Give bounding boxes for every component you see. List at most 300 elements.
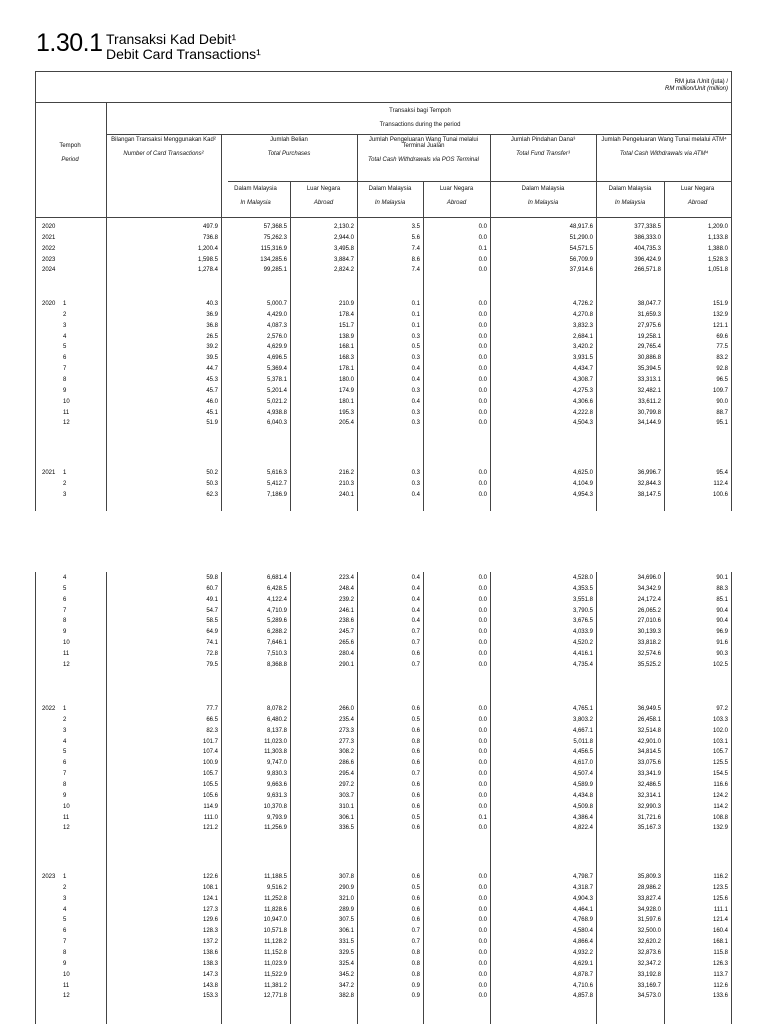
sub-in-malaysia-malay: Dalam Malaysia bbox=[234, 186, 277, 192]
row-month: 9 bbox=[63, 387, 67, 394]
row-month: 2 bbox=[63, 311, 67, 318]
table-cell: 4,629.9 bbox=[266, 344, 287, 351]
table-cell: 132.9 bbox=[712, 311, 728, 318]
row-month: 5 bbox=[63, 585, 67, 592]
table-cell: 27,010.6 bbox=[637, 618, 661, 625]
table-cell: 37,914.6 bbox=[569, 267, 593, 274]
table-cell: 4,822.4 bbox=[572, 825, 593, 832]
table-cell: 85.1 bbox=[716, 596, 728, 603]
table-cell: 96.9 bbox=[716, 629, 728, 636]
table-cell: 5,369.4 bbox=[266, 366, 287, 373]
row-month: 12 bbox=[63, 420, 70, 427]
row-month: 11 bbox=[63, 650, 70, 657]
row-month: 4 bbox=[63, 575, 67, 581]
table-cell: 0.0 bbox=[478, 224, 487, 230]
table-cell: 0.0 bbox=[478, 629, 487, 636]
table-cell: 4,087.3 bbox=[266, 322, 287, 329]
table-cell: 4,726.2 bbox=[572, 301, 593, 307]
table-cell: 38,147.5 bbox=[637, 491, 661, 498]
table-cell: 4,434.8 bbox=[572, 792, 593, 799]
row-month: 3 bbox=[63, 727, 67, 734]
table-cell: 4,270.8 bbox=[572, 311, 593, 318]
table-cell: 34,144.9 bbox=[637, 420, 661, 427]
table-cell: 9,516.2 bbox=[266, 884, 287, 891]
table-cell: 33,192.8 bbox=[637, 971, 661, 978]
table-cell: 32,844.3 bbox=[637, 480, 661, 487]
table-cell: 1,051.8 bbox=[707, 267, 728, 274]
table-cell: 32,574.6 bbox=[637, 650, 661, 657]
table-cell: 26.5 bbox=[206, 333, 218, 340]
table-cell: 151.7 bbox=[338, 322, 354, 329]
table-cell: 0.0 bbox=[478, 575, 487, 581]
table-cell: 35,525.2 bbox=[637, 661, 661, 668]
sub-abroad-malay: Luar Negara bbox=[306, 186, 341, 192]
table-cell: 4,306.6 bbox=[572, 398, 593, 405]
table-cell: 6,681.4 bbox=[266, 575, 287, 581]
row-month: 1 bbox=[63, 470, 67, 476]
table-cell: 114.9 bbox=[203, 803, 218, 810]
table-cell: 331.5 bbox=[338, 939, 354, 946]
table-cell: 126.3 bbox=[712, 960, 728, 967]
col-divider bbox=[664, 572, 665, 1024]
table-cell: 0.0 bbox=[478, 355, 487, 362]
table-cell: 3,803.2 bbox=[572, 716, 593, 723]
table-cell: 0.9 bbox=[411, 993, 420, 1000]
row-month: 7 bbox=[63, 607, 67, 614]
table-cell: 11,522.9 bbox=[264, 971, 287, 978]
table-cell: 10,571.8 bbox=[263, 928, 287, 935]
row-year: 2020 bbox=[42, 224, 56, 230]
row-month: 5 bbox=[63, 749, 67, 756]
table-cell: 50.2 bbox=[206, 470, 218, 476]
table-cell: 0.0 bbox=[478, 939, 487, 946]
table-cell: 138.3 bbox=[202, 960, 218, 967]
table-cell: 7,510.3 bbox=[266, 650, 287, 657]
table-cell: 245.7 bbox=[338, 629, 354, 636]
table-cell: 32,314.1 bbox=[637, 792, 661, 799]
row-month: 8 bbox=[63, 781, 67, 788]
table-cell: 8,078.2 bbox=[266, 706, 287, 712]
table-left-border bbox=[35, 71, 36, 511]
table-cell: 60.7 bbox=[206, 585, 218, 592]
table-cell: 174.9 bbox=[338, 387, 354, 394]
table-cell: 2,684.1 bbox=[572, 333, 593, 340]
table-cell: 0.0 bbox=[478, 993, 487, 1000]
table-cell: 168.1 bbox=[712, 939, 728, 946]
table-cell: 5,021.2 bbox=[266, 398, 287, 405]
table-cell: 178.1 bbox=[338, 366, 354, 373]
table-cell: 0.0 bbox=[478, 949, 487, 956]
table-cell: 386,333.0 bbox=[634, 234, 661, 241]
row-month: 1 bbox=[63, 706, 67, 712]
row-month: 1 bbox=[63, 301, 67, 307]
table-cell: 0.5 bbox=[411, 344, 420, 351]
row-month: 10 bbox=[63, 971, 70, 978]
table-cell: 321.0 bbox=[338, 895, 354, 902]
row-month: 11 bbox=[63, 982, 70, 989]
table-cell: 8,137.8 bbox=[266, 727, 287, 734]
table-cell: 0.5 bbox=[411, 716, 420, 723]
table-cell: 28,986.2 bbox=[637, 884, 661, 891]
table-cell: 306.1 bbox=[338, 814, 354, 821]
table-cell: 295.4 bbox=[338, 771, 354, 778]
table-cell: 32,347.2 bbox=[637, 960, 661, 967]
table-cell: 4,696.5 bbox=[266, 355, 287, 362]
table-cell: 297.2 bbox=[338, 781, 354, 788]
table-cell: 102.0 bbox=[712, 727, 728, 734]
table-cell: 336.5 bbox=[338, 825, 354, 832]
table-cell: 9,631.3 bbox=[266, 792, 287, 799]
period-header-english: Period bbox=[61, 157, 79, 163]
table-cell: 97.2 bbox=[716, 706, 728, 712]
table-cell: 36,996.7 bbox=[637, 470, 661, 476]
table-cell: 7,186.9 bbox=[266, 491, 287, 498]
table-cell: 11,023.9 bbox=[264, 960, 287, 967]
table-cell: 0.6 bbox=[411, 760, 420, 767]
table-cell: 0.7 bbox=[411, 629, 420, 636]
table-cell: 50.3 bbox=[206, 480, 218, 487]
table-cell: 4,429.0 bbox=[266, 311, 287, 318]
table-cell: 396,424.9 bbox=[634, 256, 661, 263]
row-month: 9 bbox=[63, 792, 67, 799]
table-cell: 33,611.2 bbox=[638, 398, 661, 405]
table-cell: 0.0 bbox=[478, 771, 487, 778]
table-cell: 3,884.7 bbox=[333, 256, 354, 263]
table-cell: 138.9 bbox=[338, 333, 354, 340]
table-cell: 9,793.9 bbox=[266, 814, 287, 821]
table-cell: 0.8 bbox=[411, 971, 420, 978]
table-cell: 0.8 bbox=[411, 949, 420, 956]
table-cell: 138.6 bbox=[202, 949, 218, 956]
sub-in-malaysia-english: In Malaysia bbox=[527, 200, 559, 206]
table-cell: 4,667.1 bbox=[572, 727, 593, 734]
table-cell: 51,290.0 bbox=[569, 234, 593, 241]
col-divider bbox=[664, 181, 665, 511]
row-month: 12 bbox=[63, 993, 70, 1000]
table-cell: 48,917.6 bbox=[569, 224, 593, 230]
table-cell: 404,735.3 bbox=[634, 245, 661, 252]
table-cell: 111.0 bbox=[203, 814, 218, 821]
table-cell: 4,464.1 bbox=[572, 906, 593, 913]
table-cell: 280.4 bbox=[338, 650, 354, 657]
table-cell: 306.1 bbox=[338, 928, 354, 935]
table-cell: 4,954.3 bbox=[572, 491, 593, 498]
table-cell: 90.1 bbox=[716, 575, 728, 581]
table-cell: 2,944.0 bbox=[333, 234, 354, 241]
table-cell: 0.0 bbox=[478, 650, 487, 657]
table-cell: 1,200.4 bbox=[197, 245, 218, 252]
table-cell: 1,528.3 bbox=[707, 256, 728, 263]
table-cell: 103.3 bbox=[712, 716, 728, 723]
table-cell: 100.6 bbox=[712, 491, 728, 498]
table-cell: 107.4 bbox=[202, 749, 218, 756]
table-cell: 113.7 bbox=[713, 971, 728, 978]
table-cell: 111.1 bbox=[713, 906, 728, 913]
table-cell: 178.4 bbox=[338, 311, 354, 318]
table-cell: 0.0 bbox=[478, 480, 487, 487]
table-cell: 0.7 bbox=[411, 661, 420, 668]
table-cell: 116.6 bbox=[713, 781, 728, 788]
table-cell: 4,386.4 bbox=[572, 814, 593, 821]
table-cell: 286.6 bbox=[338, 760, 354, 767]
table-cell: 91.6 bbox=[716, 640, 728, 647]
table-cell: 4,104.9 bbox=[572, 480, 593, 487]
table-cell: 246.1 bbox=[338, 607, 354, 614]
table-cell: 382.8 bbox=[338, 993, 354, 1000]
group-header-malay: Transaksi bagi Tempoh bbox=[389, 108, 451, 114]
table-cell: 238.6 bbox=[338, 618, 354, 625]
table-cell: 0.3 bbox=[411, 420, 420, 427]
row-year: 2022 bbox=[42, 706, 56, 712]
table-cell: 290.1 bbox=[338, 661, 354, 668]
col-divider bbox=[423, 181, 424, 511]
table-cell: 33,075.6 bbox=[637, 760, 661, 767]
table-cell: 0.6 bbox=[411, 917, 420, 924]
table-cell: 154.5 bbox=[712, 771, 728, 778]
unit-row-divider bbox=[35, 102, 732, 103]
table-cell: 33,169.7 bbox=[637, 982, 661, 989]
table-cell: 62.3 bbox=[206, 491, 218, 498]
table-cell: 4,033.9 bbox=[572, 629, 593, 636]
table-cell: 32,990.3 bbox=[637, 803, 661, 810]
table-right-border bbox=[731, 572, 732, 1024]
table-cell: 121.4 bbox=[712, 917, 728, 924]
table-cell: 35,809.3 bbox=[637, 874, 661, 880]
table-cell: 39.2 bbox=[206, 344, 218, 351]
table-cell: 26,065.2 bbox=[637, 607, 661, 614]
sub-abroad-malay: Luar Negara bbox=[439, 186, 474, 192]
table-cell: 0.0 bbox=[478, 716, 487, 723]
table-cell: 0.4 bbox=[411, 491, 420, 498]
row-month: 10 bbox=[63, 398, 70, 405]
table-cell: 5,378.1 bbox=[266, 376, 287, 383]
period-col-divider bbox=[106, 572, 107, 1024]
table-cell: 109.7 bbox=[712, 387, 728, 394]
table-cell: 5,201.4 bbox=[266, 387, 287, 394]
table-cell: 1,388.0 bbox=[707, 245, 728, 252]
table-cell: 32,482.1 bbox=[637, 387, 661, 394]
row-month: 3 bbox=[63, 895, 67, 902]
table-cell: 6,428.5 bbox=[266, 585, 287, 592]
row-year: 2022 bbox=[42, 245, 56, 252]
table-cell: 44.7 bbox=[206, 366, 218, 373]
table-cell: 5.6 bbox=[411, 234, 420, 241]
table-cell: 160.4 bbox=[712, 928, 728, 935]
table-cell: 4,710.9 bbox=[266, 607, 287, 614]
table-cell: 4,765.1 bbox=[572, 706, 593, 712]
table-cell: 0.5 bbox=[411, 814, 420, 821]
table-cell: 101.7 bbox=[202, 738, 218, 745]
table-cell: 0.0 bbox=[478, 256, 487, 263]
table-cell: 0.0 bbox=[478, 366, 487, 373]
col-divider bbox=[357, 572, 358, 1024]
table-cell: 3.5 bbox=[411, 224, 420, 230]
table-cell: 0.6 bbox=[411, 895, 420, 902]
table-cell: 5,616.3 bbox=[266, 470, 287, 476]
table-cell: 0.3 bbox=[411, 409, 420, 416]
table-number: 1.30.1 bbox=[36, 29, 103, 57]
table-cell: 129.6 bbox=[202, 917, 218, 924]
sub-abroad-malay: Luar Negara bbox=[680, 186, 715, 192]
table-cell: 34,814.5 bbox=[637, 749, 661, 756]
header-bottom-border bbox=[35, 217, 732, 218]
table-cell: 4,222.8 bbox=[572, 409, 593, 416]
table-cell: 0.7 bbox=[411, 928, 420, 935]
table-cell: 2,576.0 bbox=[266, 333, 287, 340]
table-cell: 122.6 bbox=[202, 874, 218, 880]
table-cell: 74.1 bbox=[206, 640, 218, 647]
table-cell: 90.0 bbox=[716, 398, 728, 405]
sub-in-malaysia-malay: Dalam Malaysia bbox=[368, 186, 412, 192]
table-cell: 266,571.8 bbox=[634, 267, 661, 274]
table-cell: 96.5 bbox=[716, 376, 728, 383]
table-cell: 3,551.8 bbox=[572, 596, 593, 603]
table-cell: 307.8 bbox=[338, 874, 354, 880]
table-cell: 36.9 bbox=[206, 311, 218, 318]
table-cell: 57,368.5 bbox=[263, 224, 287, 230]
table-cell: 0.0 bbox=[478, 738, 487, 745]
row-month: 4 bbox=[63, 906, 67, 913]
table-cell: 0.0 bbox=[478, 906, 487, 913]
table-cell: 0.0 bbox=[478, 398, 487, 405]
table-cell: 210.9 bbox=[338, 301, 354, 307]
table-cell: 0.0 bbox=[478, 825, 487, 832]
table-title-english: Debit Card Transactions¹ bbox=[106, 46, 261, 62]
table-cell: 265.6 bbox=[338, 640, 354, 647]
sub-abroad-english: Abroad bbox=[446, 200, 467, 206]
table-cell: 289.9 bbox=[338, 906, 354, 913]
row-month: 12 bbox=[63, 825, 70, 832]
table-cell: 108.8 bbox=[712, 814, 728, 821]
table-cell: 4,122.4 bbox=[266, 596, 287, 603]
table-cell: 310.1 bbox=[338, 803, 354, 810]
row-year: 2024 bbox=[42, 267, 56, 274]
table-cell: 4,710.6 bbox=[572, 982, 593, 989]
table-cell: 4,528.0 bbox=[572, 575, 593, 581]
table-cell: 102.5 bbox=[712, 661, 728, 668]
table-cell: 4,504.3 bbox=[572, 420, 593, 427]
table-cell: 266.0 bbox=[338, 706, 354, 712]
table-cell: 128.3 bbox=[202, 928, 218, 935]
table-cell: 0.0 bbox=[478, 301, 487, 307]
table-cell: 303.7 bbox=[338, 792, 354, 799]
table-cell: 69.6 bbox=[716, 333, 728, 340]
row-month: 2 bbox=[63, 884, 67, 891]
table-cell: 4,629.1 bbox=[572, 960, 593, 967]
table-cell: 4,857.8 bbox=[572, 993, 593, 1000]
table-cell: 0.0 bbox=[478, 376, 487, 383]
table-cell: 1,209.0 bbox=[707, 224, 728, 230]
table-cell: 205.4 bbox=[338, 420, 354, 427]
table-cell: 0.3 bbox=[411, 480, 420, 487]
table-cell: 45.1 bbox=[206, 409, 218, 416]
table-cell: 33,818.2 bbox=[637, 640, 661, 647]
table-cell: 0.4 bbox=[411, 398, 420, 405]
table-cell: 45.3 bbox=[206, 376, 218, 383]
table-cell: 124.1 bbox=[202, 895, 218, 902]
row-year: 2021 bbox=[42, 234, 56, 241]
table-cell: 4,509.8 bbox=[572, 803, 593, 810]
col-divider bbox=[596, 572, 597, 1024]
table-cell: 0.6 bbox=[411, 825, 420, 832]
table-cell: 0.4 bbox=[411, 366, 420, 373]
table-cell: 31,659.3 bbox=[637, 311, 661, 318]
table-cell: 325.4 bbox=[338, 960, 354, 967]
col-fund-transfer-english: Total Fund Transfer³ bbox=[516, 151, 570, 157]
table-cell: 0.6 bbox=[411, 792, 420, 799]
table-cell: 4,580.4 bbox=[572, 928, 593, 935]
sub-abroad-english: Abroad bbox=[687, 200, 708, 206]
table-cell: 4,589.9 bbox=[572, 781, 593, 788]
sub-in-malaysia-english: In Malaysia bbox=[240, 200, 271, 206]
table-cell: 77.5 bbox=[716, 344, 728, 351]
row-month: 4 bbox=[63, 333, 67, 340]
table-cell: 105.7 bbox=[202, 771, 218, 778]
row-year: 2023 bbox=[42, 874, 56, 880]
table-cell: 33,313.1 bbox=[637, 376, 661, 383]
table-cell: 0.0 bbox=[478, 960, 487, 967]
col-total-purchases-malay: Jumlah Belian bbox=[270, 137, 308, 143]
table-cell: 32,500.0 bbox=[637, 928, 661, 935]
table-cell: 5,011.8 bbox=[573, 738, 593, 745]
table-cell: 31,721.6 bbox=[637, 814, 661, 821]
table-cell: 9,747.0 bbox=[266, 760, 287, 767]
table-left-border bbox=[35, 572, 36, 1024]
table-cell: 32,486.5 bbox=[637, 781, 661, 788]
row-month: 8 bbox=[63, 618, 67, 625]
table-cell: 0.4 bbox=[411, 607, 420, 614]
table-cell: 10,947.0 bbox=[263, 917, 287, 924]
table-cell: 0.1 bbox=[411, 311, 420, 318]
table-cell: 307.5 bbox=[338, 917, 354, 924]
table-cell: 19,258.1 bbox=[637, 333, 661, 340]
table-cell: 240.1 bbox=[338, 491, 354, 498]
table-cell: 27,975.6 bbox=[637, 322, 661, 329]
row-year: 2021 bbox=[42, 470, 56, 476]
table-cell: 0.0 bbox=[478, 607, 487, 614]
table-cell: 168.1 bbox=[338, 344, 354, 351]
table-cell: 6,040.3 bbox=[266, 420, 287, 427]
table-cell: 137.2 bbox=[202, 939, 218, 946]
table-cell: 216.2 bbox=[338, 470, 354, 476]
table-cell: 88.3 bbox=[716, 585, 728, 592]
table-cell: 4,866.4 bbox=[572, 939, 593, 946]
row-month: 6 bbox=[63, 355, 67, 362]
table-cell: 0.6 bbox=[411, 803, 420, 810]
table-cell: 39.5 bbox=[206, 355, 218, 362]
row-month: 3 bbox=[63, 322, 67, 329]
table-cell: 0.6 bbox=[411, 874, 420, 880]
table-cell: 11,252.8 bbox=[264, 895, 287, 902]
table-cell: 0.0 bbox=[478, 491, 487, 498]
table-cell: 308.2 bbox=[338, 749, 354, 756]
table-cell: 1,133.8 bbox=[707, 234, 728, 241]
table-cell: 5,289.6 bbox=[266, 618, 287, 625]
table-cell: 24,172.4 bbox=[637, 596, 661, 603]
table-top-border bbox=[35, 71, 732, 72]
col-pos-withdrawals-malay-line2: Terminal Jualan bbox=[402, 143, 445, 149]
table-cell: 3,420.2 bbox=[572, 344, 593, 351]
table-cell: 0.8 bbox=[411, 960, 420, 967]
table-cell: 4,456.5 bbox=[572, 749, 593, 756]
table-cell: 0.0 bbox=[478, 727, 487, 734]
table-cell: 36,949.5 bbox=[637, 706, 661, 712]
table-cell: 6,288.2 bbox=[266, 629, 287, 636]
sub-in-malaysia-english: In Malaysia bbox=[614, 200, 646, 206]
table-cell: 0.8 bbox=[411, 738, 420, 745]
table-cell: 31,597.6 bbox=[637, 917, 661, 924]
table-cell: 11,128.2 bbox=[264, 939, 287, 946]
